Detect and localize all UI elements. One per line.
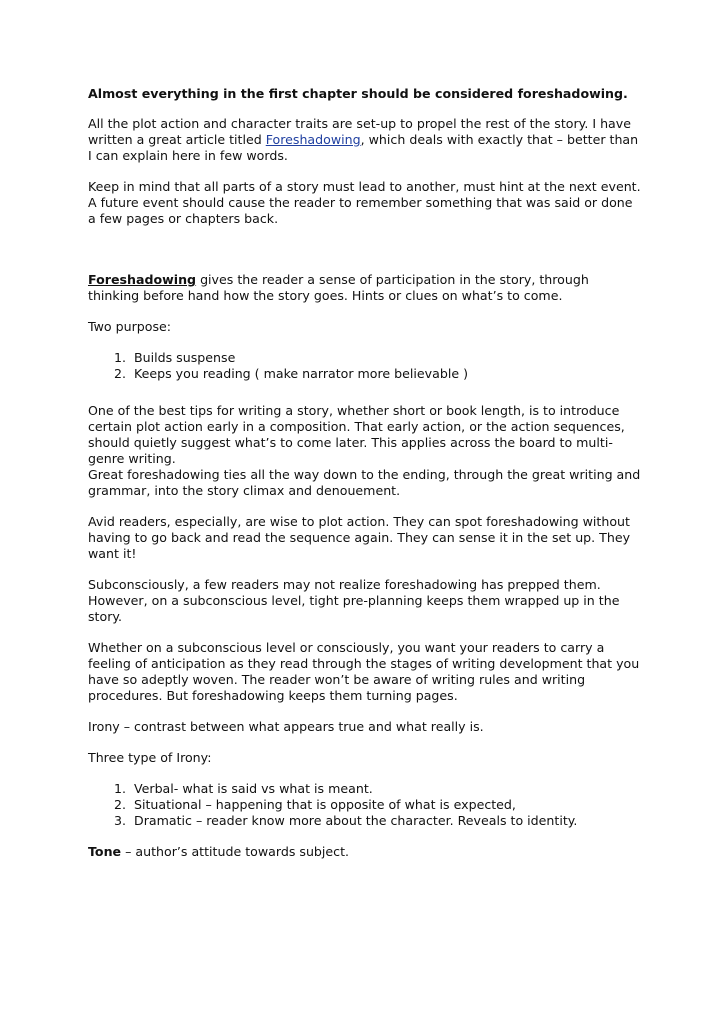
list-item: 1. Builds suspense <box>130 350 642 366</box>
paragraph-two-purpose: Two purpose: <box>88 319 172 334</box>
spacer <box>88 242 642 272</box>
heading: Almost everything in the first chapter should be considered foreshadowing. <box>88 86 628 101</box>
foreshadowing-article-link[interactable]: Foreshadowing <box>265 132 361 147</box>
paragraph-three-types: Three type of Irony: <box>88 750 212 765</box>
paragraph-lead-to-another: Keep in mind that all parts of a story must lead to another, must hint at the next event. A future event should cause the reader to remember something that was said or done a few pages or chapters back. <box>88 179 641 226</box>
tone-definition-text: – author’s attitude towards subject. <box>121 844 350 859</box>
list-item: 2. Keeps you reading ( make narrator more believable ) <box>130 366 642 382</box>
tone-term: Tone <box>88 844 122 859</box>
paragraph-irony: Irony – contrast between what appears true and what really is. <box>88 719 484 734</box>
foreshadowing-term: Foreshadowing <box>88 272 197 287</box>
purpose-list <box>88 350 642 382</box>
irony-types-list <box>88 781 642 829</box>
paragraph-best-tips-line-1: One of the best tips for writing a story, whether short or book length, is to introduce certain plot action early in a composition. That early action, or the action sequences, should quietly suggest what’s to come later. This applies across the board to multi-genre writing. <box>88 403 625 466</box>
paragraph-best-tips-line-2: Great foreshadowing ties all the way down to the ending, through the great writing and grammar, into the story climax and denouement. <box>88 467 641 498</box>
list-item: 3. Dramatic – reader know more about the character. Reveals to identity. <box>130 813 642 829</box>
paragraph-best-tips <box>88 403 642 499</box>
paragraph-subconsciously: Subconsciously, a few readers may not realize foreshadowing has prepped them. However, on a subconscious level, tight pre-planning keeps them wrapped up in the story. <box>88 577 620 624</box>
list-item: 2. Situational – happening that is opposite of what is expected, <box>130 797 642 813</box>
paragraph-avid-readers: Avid readers, especially, are wise to plot action. They can spot foreshadowing without having to go back and read the sequence again. They can sense it in the set up. They want it! <box>88 514 631 561</box>
paragraph-plot-action-text-2: , which deals with exactly that – better than I can explain here in few words. <box>88 132 639 163</box>
paragraph-tone <box>88 844 642 860</box>
paragraph-plot-action <box>88 116 642 164</box>
foreshadowing-definition-text: gives the reader a sense of participation in the story, through thinking before hand how the story goes. Hints or clues on what’s to come. <box>88 272 589 303</box>
paragraph-plot-action-text-1: All the plot action and character traits are set-up to propel the rest of the story. I have written a great article titled <box>88 116 631 147</box>
paragraph-foreshadowing-definition <box>88 272 642 304</box>
paragraph-whether-subconscious: Whether on a subconscious level or consciously, you want your readers to carry a feeling of anticipation as they read through the stages of writing development that you have so adeptly woven. The reader won’t be aware of writing rules and writing procedures. But foreshadowing keeps them turning pages. <box>88 640 640 703</box>
list-item: 1. Verbal- what is said vs what is meant. <box>130 781 642 797</box>
